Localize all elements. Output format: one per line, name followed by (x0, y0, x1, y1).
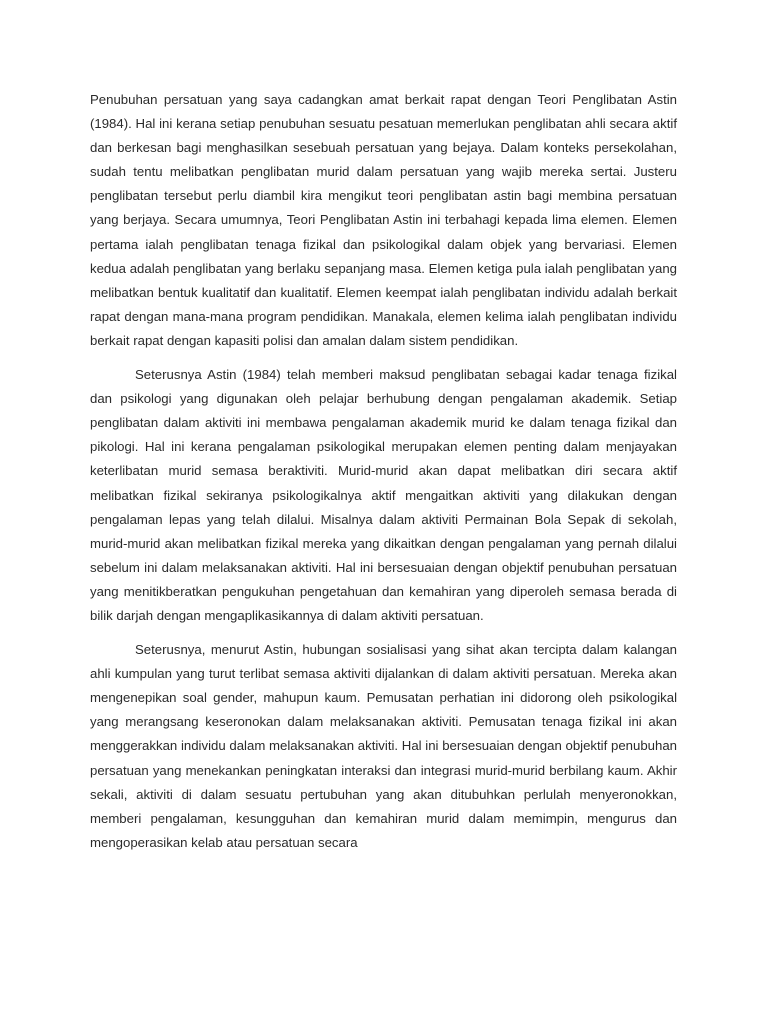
document-body (90, 88, 677, 865)
paragraph-astin-definition: Seterusnya Astin (1984) telah memberi maksud penglibatan sebagai kadar tenaga fizikal dan psikologi yang digunakan oleh pelajar berhubung dengan pengalaman akademik. Setiap penglibatan dalam aktiviti ini membawa pengalaman akademik murid ke dalam tenaga fizikal dan pikologi. Hal ini kerana pengalaman psikologikal merupakan elemen penting dalam menjayakan keterlibatan murid semasa beraktiviti. Murid-murid akan dapat melibatkan diri secara aktif melibatkan fizikal sekiranya psikologikalnya aktif mengaitkan aktiviti yang dilakukan dengan pengalaman lepas yang telah dilalui. Misalnya dalam aktiviti Permainan Bola Sepak di sekolah, murid-murid akan melibatkan fizikal mereka yang dikaitkan dengan pengalaman yang pernah dilalui sebelum ini dalam melaksanakan aktiviti. Hal ini bersesuaian dengan objektif penubuhan persatuan yang menitikberatkan pengukuhan pengetahuan dan kemahiran yang diperoleh semasa berada di bilik darjah dengan mengaplikasikannya di dalam aktiviti persatuan. (90, 367, 677, 623)
paragraph-socialisation: Seterusnya, menurut Astin, hubungan sosialisasi yang sihat akan tercipta dalam kalangan ahli kumpulan yang turut terlibat semasa aktiviti dijalankan di dalam aktiviti persatuan. Mereka akan mengenepikan soal gender, mahupun kaum. Pemusatan perhatian ini didorong oleh psikologikal yang merangsang keseronokan dalam melaksanakan aktiviti. Pemusatan tenaga fizikal ini akan menggerakkan individu dalam melaksanakan aktiviti. Hal ini bersesuaian dengan objektif penubuhan persatuan yang menekankan peningkatan interaksi dan integrasi murid-murid berbilang kaum. Akhir sekali, aktiviti di dalam sesuatu pertubuhan yang akan ditubuhkan perlulah menyeronokkan, memberi pengalaman, kesungguhan dan kemahiran murid dalam memimpin, mengurus dan mengoperasikan kelab atau persatuan secara (90, 642, 677, 850)
paragraph-intro: Penubuhan persatuan yang saya cadangkan amat berkait rapat dengan Teori Penglibatan Astin (1984). Hal ini kerana setiap penubuhan sesuatu pesatuan memerlukan penglibatan ahli secara aktif dan berkesan bagi menghasilkan sesebuah persatuan yang bejaya. Dalam konteks persekolahan, sudah tentu melibatkan penglibatan murid dalam persatuan yang wajib mereka sertai. Justeru penglibatan tersebut perlu diambil kira mengikut teori penglibatan astin bagi membina persatuan yang berjaya. Secara umumnya, Teori Penglibatan Astin ini terbahagi kepada lima elemen. Elemen pertama ialah penglibatan tenaga fizikal dan psikologikal dalam objek yang bervariasi. Elemen kedua adalah penglibatan yang berlaku sepanjang masa. Elemen ketiga pula ialah penglibatan yang melibatkan bentuk kualitatif dan kualitatif. Elemen keempat ialah penglibatan individu adalah berkait rapat dengan mana-mana program pendidikan. Manakala, elemen kelima ialah penglibatan individu berkait rapat dengan kapasiti polisi dan amalan dalam sistem pendidikan. (90, 92, 677, 348)
